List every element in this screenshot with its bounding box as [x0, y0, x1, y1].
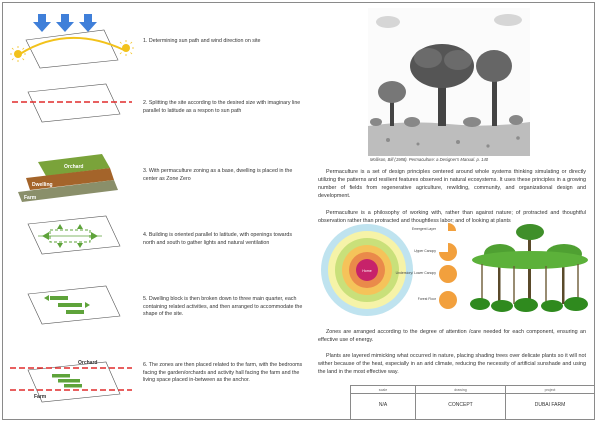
zoning-diagram	[6, 148, 136, 206]
scale-cell	[350, 386, 415, 420]
scale-value: N/A	[378, 402, 388, 408]
drawing-cell	[415, 386, 505, 420]
permaculture-paragraph-1: Permaculture is a set of design principles centered around whole systems thinking simulating or directly utilizing the patterns and resilient features observed in natural ecosystems. It uses these principles in a growing number of fields from regenerative agriculture, rewilding, community, and organizational design and development.	[318, 169, 586, 200]
scale-label: scale	[378, 388, 388, 392]
quarter-block	[64, 384, 82, 388]
sun-path-arc	[20, 38, 124, 54]
quarter-block	[58, 379, 80, 383]
site-outline	[28, 216, 120, 254]
zones-paragraph: Zones are arranged according to the degree of attention /care needed for each component, ensuring an effective use of energy.	[318, 329, 586, 344]
wind-arrow	[33, 14, 51, 32]
quarters-diagram	[6, 284, 136, 332]
title-block	[350, 385, 594, 420]
layers-paragraph: Plants are layered mimicking what occurred in nature, placing shading trees over delicate plants so it will not wither because of the heat, especially in an arid climate, reducing the necessity of artificial sunshade and using the land in the most effective way.	[318, 353, 586, 376]
emergent-layer-pie	[448, 223, 456, 231]
zone-center-label: Home	[362, 269, 372, 273]
forest-floor-pie	[439, 291, 457, 309]
wind-arrow	[79, 14, 97, 32]
step-4-text: 4. Building is oriented parallel to latitude, with openings towards north and south to gather lights and natural ventilation	[143, 232, 292, 246]
farm-label: Farm	[24, 195, 37, 201]
quarter-block	[58, 303, 82, 307]
quarter-block	[52, 374, 70, 378]
orientation-diagram	[6, 214, 136, 262]
farm-label: Farm	[34, 394, 47, 400]
diagram-credit: Mollison, Bill (1988). Permaculture: a Designer's Manual. p. 140	[370, 157, 489, 162]
site-outline	[26, 30, 118, 68]
layer-label-emergent: Emergent Layer	[411, 227, 436, 231]
layer-label-understory: Understory/ Lower Canopy	[395, 271, 436, 275]
step-1-text: 1. Determining sun path and wind direction on site	[143, 38, 261, 44]
plant-layers-legend	[395, 222, 470, 322]
quarter-block	[50, 296, 68, 300]
project-value: DUBAI FARM	[534, 402, 566, 408]
site-split-diagram	[6, 80, 136, 130]
permaculture-paragraph-2: Permaculture is a philosophy of working with, rather than against nature; of protracted and thoughtful observation rather than protracted and thoughtless labor; and of looking at plants	[318, 210, 586, 225]
step-5-text: 5. Dwelling block is then broken down to three main quarter, each containing related activities, and then arranged to accommodate the shape of the site.	[143, 296, 303, 318]
orchard-label: Orchard	[64, 164, 84, 170]
drawing-label: drawing	[454, 388, 467, 392]
layer-label-upper: Upper Canopy	[414, 249, 436, 253]
site-outline	[28, 84, 120, 122]
project-label: project	[544, 388, 556, 392]
upper-canopy-pie	[439, 243, 457, 261]
wind-arrows	[33, 14, 97, 32]
project-cell	[505, 386, 594, 420]
zones-farm-diagram	[6, 352, 136, 412]
layer-label-forest-floor: Forest Floor	[417, 297, 436, 301]
orchard-label: Orchard	[78, 360, 98, 366]
sun-path-diagram	[6, 10, 136, 68]
understory-pie	[439, 265, 457, 283]
dwelling-label: Dwelling	[32, 182, 53, 188]
step-6-text: 6. The zones are then placed related to the farm, with the bedrooms facing the garden/orchards and activity hall facing the farm and the living space placed in-between as the anchor.	[143, 362, 303, 384]
forest-floor-shrubs	[470, 297, 588, 312]
step-2-text: 2. Splitting the site according to the desired size with imaginary line parallel to latitude as a respon to sun path	[143, 100, 301, 114]
drawing-value: CONCEPT	[448, 402, 473, 408]
canopy-band	[472, 251, 588, 269]
sun-icon	[10, 46, 26, 62]
wind-arrow	[56, 14, 74, 32]
permaculture-guild-illustration	[368, 8, 530, 156]
quarter-block	[66, 310, 84, 314]
step-3-text: 3. With permaculture zoning as a base, dwelling is placed in the center as Zone Zero	[143, 168, 293, 182]
forest-layers-illustration	[468, 220, 592, 318]
